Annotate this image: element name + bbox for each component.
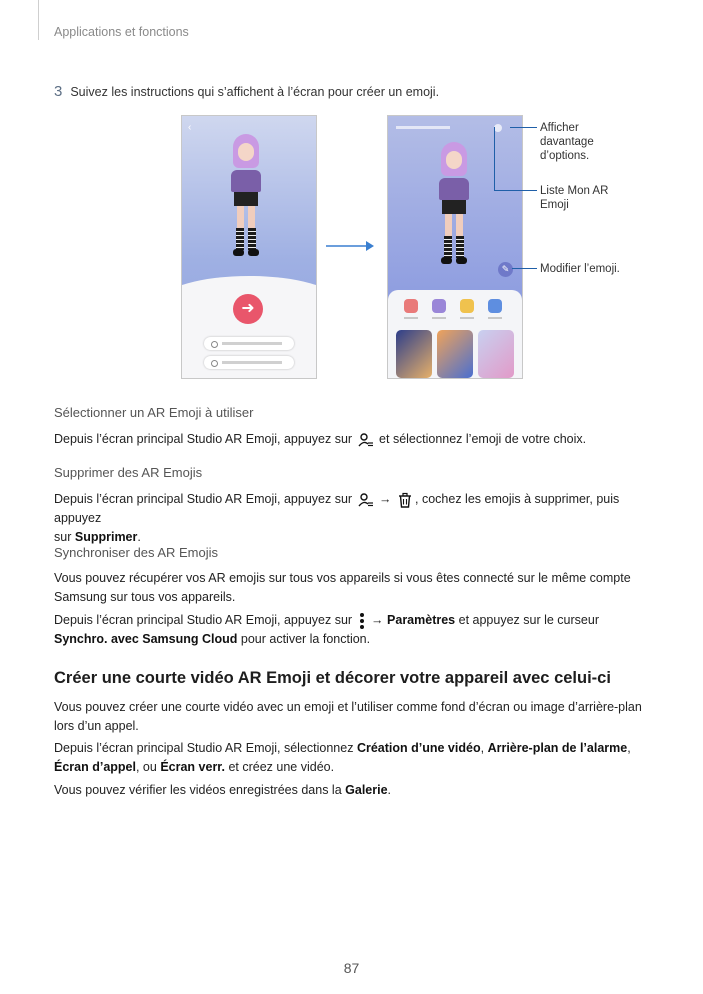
arrow-right-icon: ➜ (233, 294, 263, 324)
arrow-right-icon (326, 236, 374, 256)
more-options-icon (359, 612, 365, 630)
page-number: 87 (343, 960, 360, 976)
back-icon: ‹ (188, 122, 192, 133)
video-thumbnail (437, 330, 473, 378)
option-pill (204, 356, 294, 369)
step-number: 3 (54, 83, 63, 100)
emoji-list-icon (358, 492, 374, 508)
callout-line (494, 127, 495, 190)
section-title-video: Créer une courte vidéo AR Emoji et décorer votre appareil avec celui-ci (54, 669, 611, 687)
callout-edit-emoji: Modifier l’emoji. (540, 263, 620, 275)
section-header: Applications et fonctions (54, 25, 189, 39)
paragraph-delete: Depuis l’écran principal Studio AR Emoji, appuyez sur → , cochez les emojis à supprimer, puis appuyez sur Supprimer. (54, 492, 620, 544)
more-options-icon (494, 124, 502, 132)
paragraph-select: Depuis l’écran principal Studio AR Emoji, appuyez sur et sélectionnez l’emoji de votre choix. (54, 432, 587, 446)
video-thumbnail (396, 330, 432, 378)
callout-line (510, 127, 537, 128)
callout-line (494, 190, 537, 191)
camera-icon (404, 299, 418, 313)
paragraph-video-gallery: Vous pouvez vérifier les vidéos enregistrées dans la Galerie. (54, 783, 392, 797)
callout-emoji-list: Liste Mon AR Emoji (540, 185, 609, 211)
trash-icon (397, 492, 413, 508)
option-pill (204, 337, 294, 350)
paragraph-video-steps: Depuis l’écran principal Studio AR Emoji, sélectionnez Création d’une vidéo, Arrière-plan de l’alarme, Écran d’appel, ou Écran verr. et créez une vidéo. (54, 741, 631, 774)
sticker-icon (460, 299, 474, 313)
emoji-avatar (228, 134, 264, 259)
section-title-delete: Supprimer des AR Emojis (54, 465, 203, 480)
microphone-icon (432, 299, 446, 313)
edit-emoji-icon: ✎ (498, 262, 513, 277)
emoji-avatar (436, 142, 472, 267)
callout-line (512, 268, 537, 269)
screenshot-create-emoji (181, 115, 317, 379)
section-title-sync: Synchroniser des AR Emojis (54, 545, 219, 560)
callout-more-options: Afficher davantage d’options. (540, 122, 594, 162)
section-title-select: Sélectionner un AR Emoji à utiliser (54, 405, 254, 420)
paragraph-sync-steps: Depuis l’écran principal Studio AR Emoji, appuyez sur → Paramètres et appuyez sur le curseur Synchro. avec Samsung Cloud pour activer la fonction. (54, 613, 599, 646)
step-text: Suivez les instructions qui s’affichent à l’écran pour créer un emoji. (70, 85, 440, 99)
paragraph-sync-intro: Vous pouvez récupérer vos AR emojis sur tous vos appareils si vous êtes connecté sur le même compte Samsung sur tous vos appareils. (54, 571, 631, 604)
emoji-list-icon (358, 432, 374, 448)
feature-sheet (388, 290, 522, 378)
step-instruction (54, 83, 439, 100)
header-divider (38, 0, 39, 40)
screenshot-emoji-home (387, 115, 523, 379)
video-thumbnail (478, 330, 514, 378)
paragraph-video-intro: Vous pouvez créer une courte vidéo avec un emoji et l’utiliser comme fond d’écran ou image d’arrière-plan lors d’un appel. (54, 700, 642, 733)
profile-icon (488, 299, 502, 313)
